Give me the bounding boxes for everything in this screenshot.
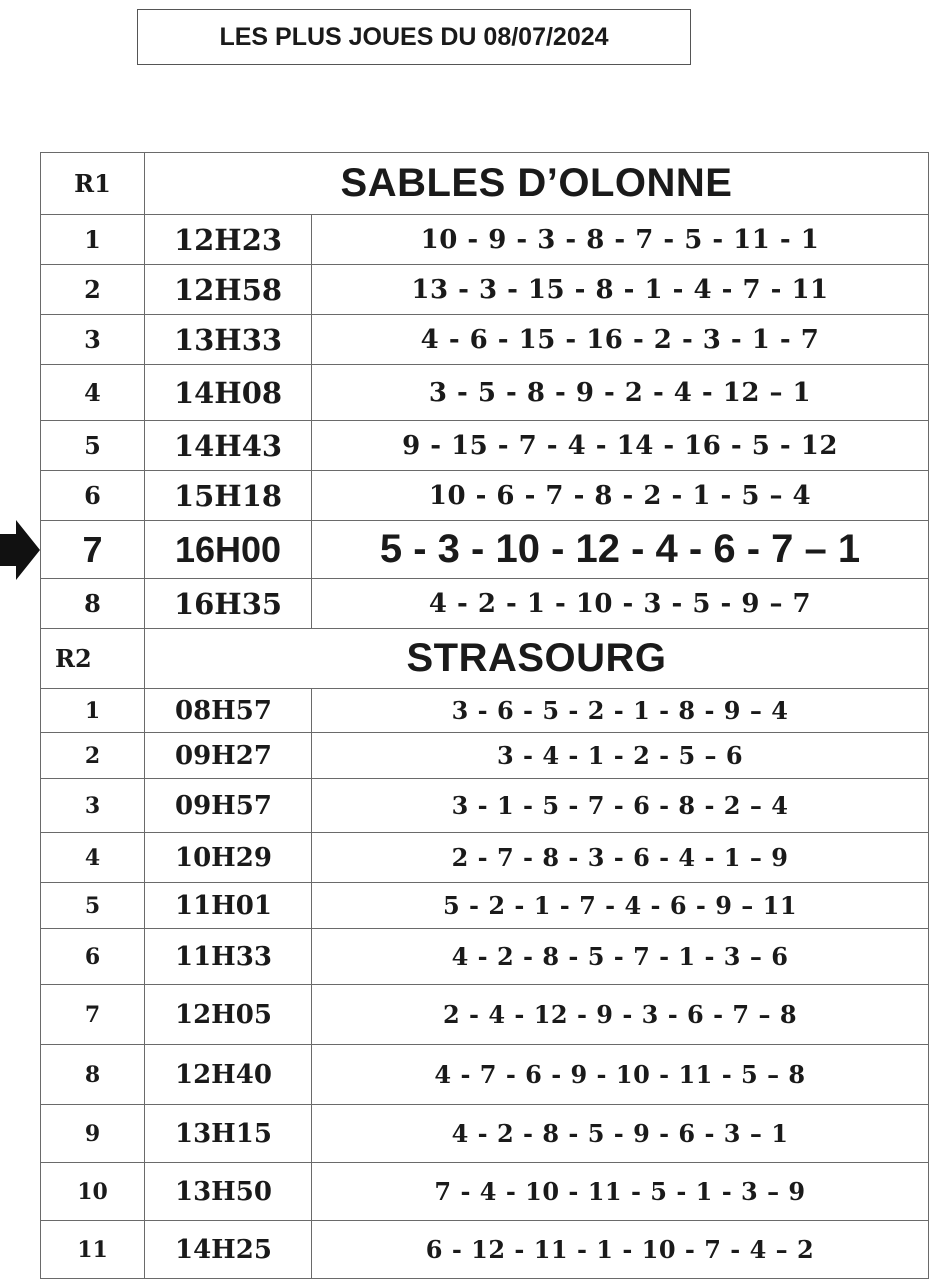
race-number: 8: [41, 1045, 145, 1105]
race-combo: 3 - 6 - 5 - 2 - 1 - 8 - 9 – 4: [312, 689, 929, 733]
race-time: 12H40: [145, 1045, 312, 1105]
race-number: 11: [41, 1221, 145, 1279]
race-combo: 3 - 5 - 8 - 9 - 2 - 4 - 12 – 1: [312, 365, 929, 421]
results-table: [40, 152, 929, 1279]
race-time: 16H00: [145, 521, 312, 579]
race-combo: 9 - 15 - 7 - 4 - 14 - 16 - 5 - 12: [312, 421, 929, 471]
race-time: 12H58: [145, 265, 312, 315]
race-number: 7: [41, 985, 145, 1045]
race-combo: 3 - 4 - 1 - 2 - 5 – 6: [312, 733, 929, 779]
race-combo: 10 - 6 - 7 - 8 - 2 - 1 - 5 – 4: [312, 471, 929, 521]
race-combo: 4 - 2 - 8 - 5 - 7 - 1 - 3 – 6: [312, 929, 929, 985]
race-combo: 3 - 1 - 5 - 7 - 6 - 8 - 2 – 4: [312, 779, 929, 833]
table-row: [41, 883, 929, 929]
table-row-highlighted: [41, 521, 929, 579]
table-row: [41, 265, 929, 315]
race-number: 10: [41, 1163, 145, 1221]
table-row: [41, 985, 929, 1045]
race-time: 09H27: [145, 733, 312, 779]
race-time: 14H08: [145, 365, 312, 421]
race-number: 9: [41, 1105, 145, 1163]
race-combo: 4 - 7 - 6 - 9 - 10 - 11 - 5 – 8: [312, 1045, 929, 1105]
document-title: LES PLUS JOUES DU 08/07/2024: [137, 9, 691, 65]
table-row: [41, 471, 929, 521]
race-number: 6: [41, 471, 145, 521]
table-row: [41, 929, 929, 985]
race-time: 08H57: [145, 689, 312, 733]
race-combo: 7 - 4 - 10 - 11 - 5 - 1 - 3 – 9: [312, 1163, 929, 1221]
table-row: [41, 833, 929, 883]
race-time: 12H05: [145, 985, 312, 1045]
meeting-header-r2: [41, 629, 929, 689]
meeting-name: SABLES D’OLONNE: [145, 153, 929, 215]
race-number: 6: [41, 929, 145, 985]
table-row: [41, 1221, 929, 1279]
race-time: 11H01: [145, 883, 312, 929]
table-row: [41, 1045, 929, 1105]
race-number: 2: [41, 265, 145, 315]
meeting-code: R1: [41, 153, 145, 215]
race-time: 12H23: [145, 215, 312, 265]
race-number: 5: [41, 883, 145, 929]
race-time: 11H33: [145, 929, 312, 985]
race-number: 5: [41, 421, 145, 471]
race-combo: 6 - 12 - 11 - 1 - 10 - 7 - 4 – 2: [312, 1221, 929, 1279]
race-number: 1: [41, 689, 145, 733]
race-combo: 4 - 6 - 15 - 16 - 2 - 3 - 1 - 7: [312, 315, 929, 365]
table-row: [41, 779, 929, 833]
race-combo: 10 - 9 - 3 - 8 - 7 - 5 - 11 - 1: [312, 215, 929, 265]
race-combo: 2 - 4 - 12 - 9 - 3 - 6 - 7 – 8: [312, 985, 929, 1045]
table-row: [41, 579, 929, 629]
race-time: 15H18: [145, 471, 312, 521]
race-combo: 5 - 2 - 1 - 7 - 4 - 6 - 9 – 11: [312, 883, 929, 929]
race-time: 14H25: [145, 1221, 312, 1279]
table-row: [41, 365, 929, 421]
race-number: 4: [41, 365, 145, 421]
table-row: [41, 733, 929, 779]
race-combo: 13 - 3 - 15 - 8 - 1 - 4 - 7 - 11: [312, 265, 929, 315]
table-row: [41, 1163, 929, 1221]
race-time: 13H50: [145, 1163, 312, 1221]
arrow-right-icon: [0, 520, 40, 580]
meeting-name: STRASOURG: [145, 629, 929, 689]
race-combo: 4 - 2 - 1 - 10 - 3 - 5 - 9 – 7: [312, 579, 929, 629]
meeting-code: R2: [41, 629, 145, 689]
race-number: 7: [41, 521, 145, 579]
meeting-header-r1: [41, 153, 929, 215]
table-row: [41, 689, 929, 733]
race-number: 4: [41, 833, 145, 883]
race-time: 10H29: [145, 833, 312, 883]
race-number: 1: [41, 215, 145, 265]
race-number: 3: [41, 779, 145, 833]
race-number: 2: [41, 733, 145, 779]
race-combo: 2 - 7 - 8 - 3 - 6 - 4 - 1 – 9: [312, 833, 929, 883]
race-time: 13H33: [145, 315, 312, 365]
race-time: 14H43: [145, 421, 312, 471]
race-time: 16H35: [145, 579, 312, 629]
table-row: [41, 1105, 929, 1163]
race-time: 13H15: [145, 1105, 312, 1163]
race-time: 09H57: [145, 779, 312, 833]
race-number: 8: [41, 579, 145, 629]
table-row: [41, 421, 929, 471]
race-combo: 5 - 3 - 10 - 12 - 4 - 6 - 7 – 1: [312, 521, 929, 579]
race-number: 3: [41, 315, 145, 365]
table-row: [41, 315, 929, 365]
table-row: [41, 215, 929, 265]
race-combo: 4 - 2 - 8 - 5 - 9 - 6 - 3 – 1: [312, 1105, 929, 1163]
